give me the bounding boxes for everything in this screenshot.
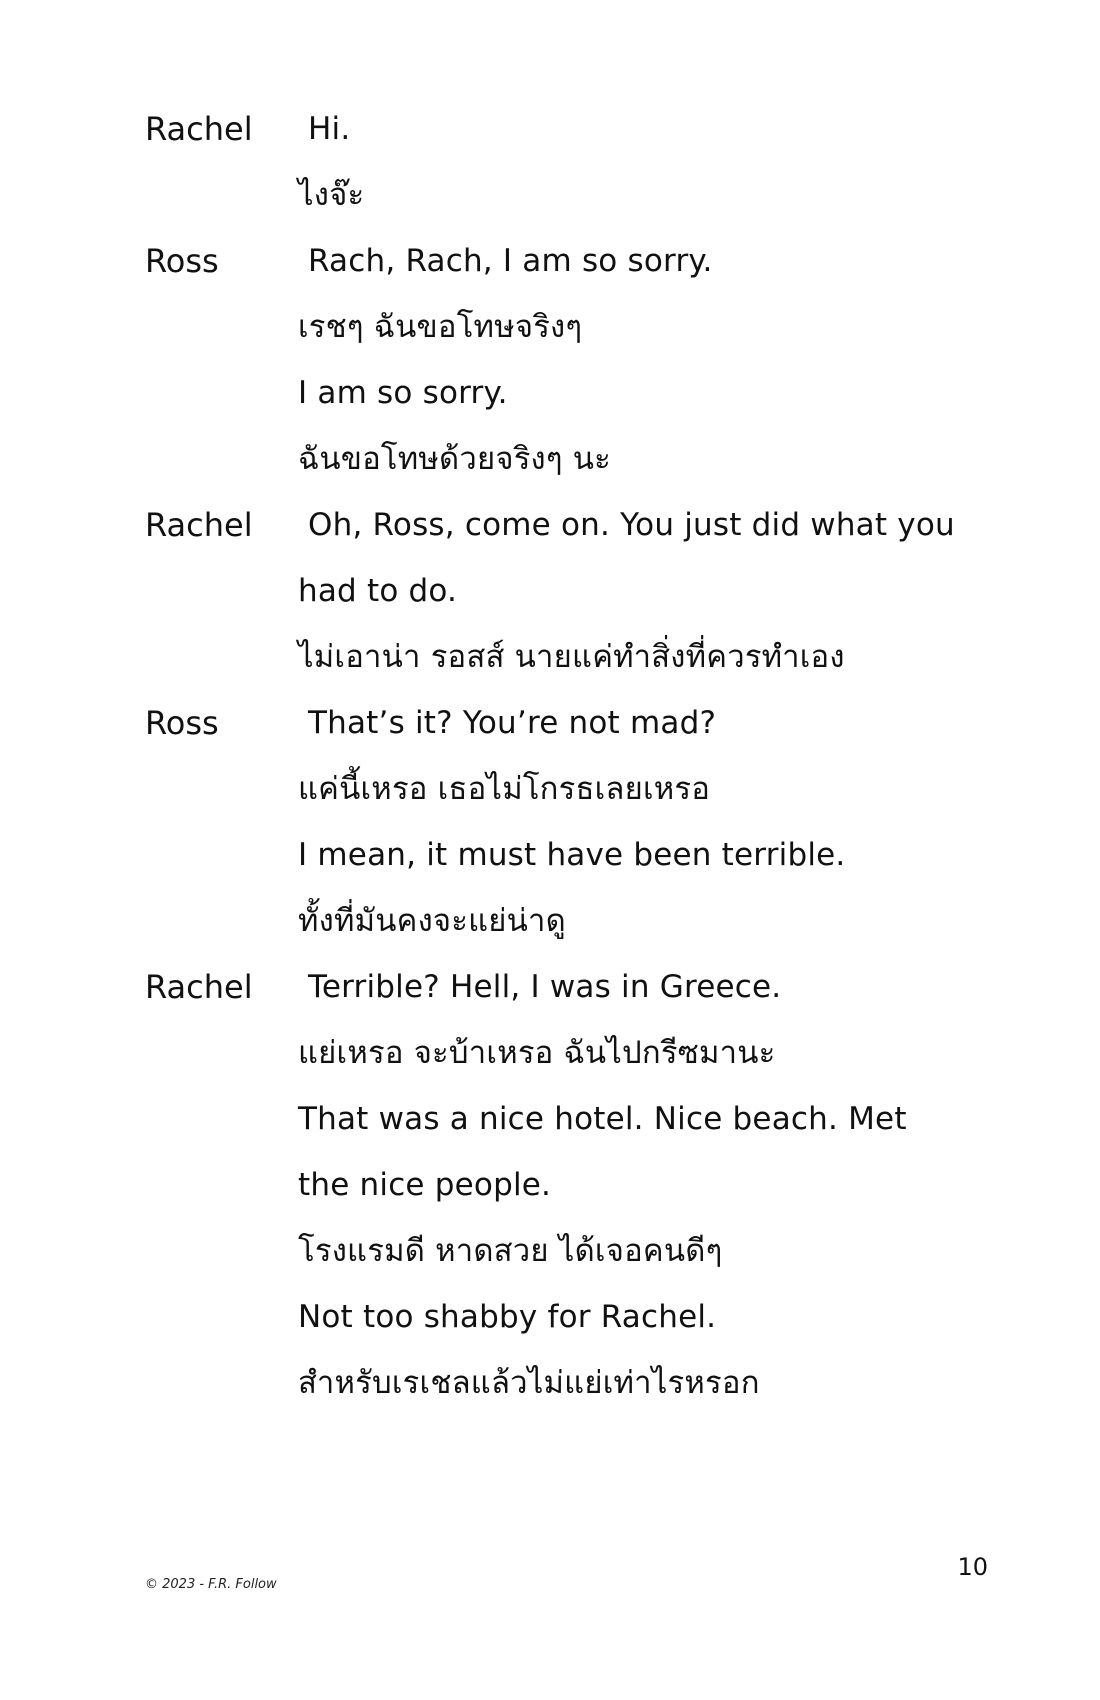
speech-rachel-1 bbox=[145, 96, 1005, 228]
dialogue-line-thai: ทั้งที่มันคงจะแย่น่าดู bbox=[298, 903, 566, 939]
speech-lines bbox=[298, 492, 1005, 690]
dialogue-line-english: That was a nice hotel. Nice beach. Met bbox=[298, 1101, 907, 1137]
dialogue-line-english: I mean, it must have been terrible. bbox=[298, 837, 846, 873]
dialogue-line-english: That’s it? You’re not mad? bbox=[308, 705, 717, 741]
speech-ross-2 bbox=[145, 690, 1005, 954]
dialogue-line-thai: แค่นี้เหรอ เธอไม่โกรธเลยเหรอ bbox=[298, 771, 711, 807]
speaker-name: Ross bbox=[145, 242, 219, 280]
speech-ross-1 bbox=[145, 228, 1005, 492]
speaker-name: Rachel bbox=[145, 110, 253, 148]
dialogue-line-english: Hi. bbox=[308, 111, 351, 147]
dialogue-line-thai: ไม่เอาน่า รอสส์ นายแค่ทำสิ่งที่ควรทำเอง bbox=[298, 639, 845, 675]
speaker-name: Rachel bbox=[145, 968, 253, 1006]
dialogue-line-thai: ไงจ๊ะ bbox=[298, 177, 365, 213]
copyright-text: © 2023 - F.R. Follow bbox=[145, 1577, 277, 1592]
dialogue-line-english: I am so sorry. bbox=[298, 375, 508, 411]
dialogue-line-thai: ฉันขอโทษด้วยจริงๆ นะ bbox=[298, 441, 612, 477]
speech-lines bbox=[298, 96, 1005, 228]
dialogue-line-english: the nice people. bbox=[298, 1167, 552, 1203]
dialogue-line-thai: แย่เหรอ จะบ้าเหรอ ฉันไปกรีซมานะ bbox=[298, 1035, 776, 1071]
speaker-name: Rachel bbox=[145, 506, 253, 544]
dialogue-line-english: Rach, Rach, I am so sorry. bbox=[308, 243, 713, 279]
dialogue-line-english: Terrible? Hell, I was in Greece. bbox=[308, 969, 782, 1005]
dialogue-line-thai: สำหรับเรเชลแล้วไม่แย่เท่าไรหรอก bbox=[298, 1365, 760, 1401]
speaker-name: Ross bbox=[145, 704, 219, 742]
speech-lines bbox=[298, 228, 1005, 492]
dialogue-line-english: Not too shabby for Rachel. bbox=[298, 1299, 717, 1335]
dialogue-line-english: had to do. bbox=[298, 573, 458, 609]
dialogue-line-english: Oh, Ross, come on. You just did what you bbox=[308, 507, 955, 543]
page-number: 10 bbox=[957, 1553, 988, 1581]
speech-rachel-2 bbox=[145, 492, 1005, 690]
speech-lines bbox=[298, 690, 1005, 954]
dialogue-line-thai: โรงแรมดี หาดสวย ได้เจอคนดีๆ bbox=[298, 1233, 723, 1269]
dialogue-line-thai: เรชๆ ฉันขอโทษจริงๆ bbox=[298, 309, 583, 345]
speech-lines bbox=[298, 954, 1005, 1416]
speech-rachel-3 bbox=[145, 954, 1005, 1416]
dialogue-block bbox=[145, 96, 1005, 1416]
